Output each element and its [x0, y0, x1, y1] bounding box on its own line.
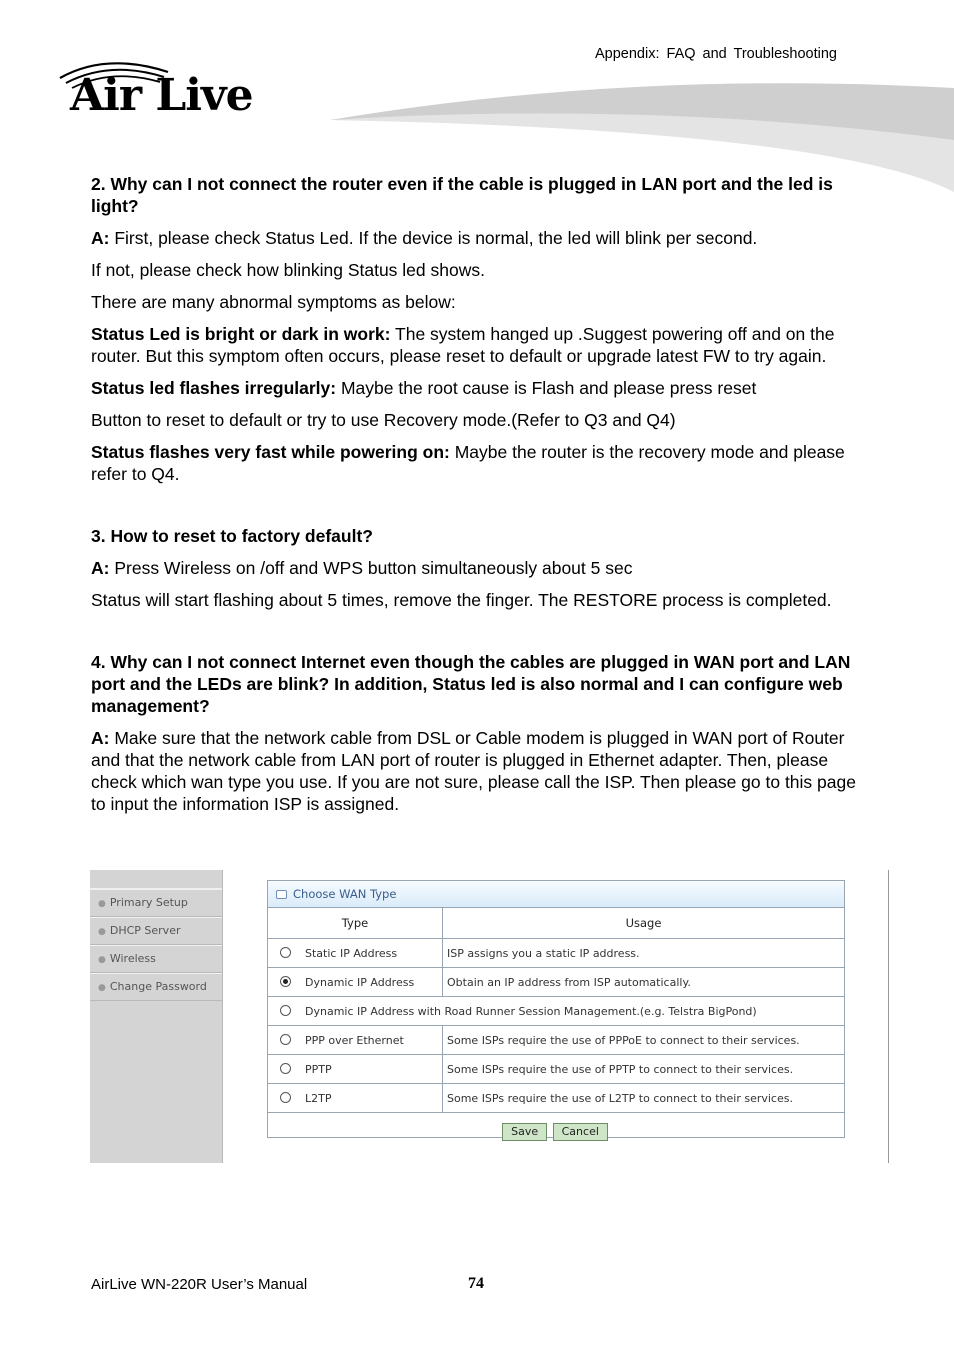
answer-text: Make sure that the network cable from DSL or Cable modem is plugged in WAN port of Router and that the network cable from LAN port of router is plugged in Ethernet adapter. Then, please check which wan type you use. If you are not sure, please call the ISP. Then please go to this page to input the information ISP is assigned. [91, 728, 856, 814]
wan-type-label: Dynamic IP Address [305, 975, 415, 989]
logo-wordmark: Air Live [70, 70, 253, 121]
symptom-2 [91, 377, 871, 399]
column-header-usage: Usage [443, 908, 845, 939]
radio-pppoe[interactable] [280, 1034, 291, 1045]
symptom-label: Status led flashes irregularly: [91, 378, 337, 398]
table-row [268, 1026, 844, 1055]
symptom-2-cont: Button to reset to default or try to use Recovery mode.(Refer to Q3 and Q4) [91, 410, 676, 430]
page-number: 74 [468, 1275, 484, 1292]
table-row [268, 968, 844, 997]
faq-content [91, 173, 871, 825]
frame-divider [888, 870, 889, 1163]
wan-type-label: L2TP [305, 1091, 332, 1105]
answer-text: Press Wireless on /off and WPS button simultaneously about 5 sec [109, 558, 633, 578]
answer-2-line3: There are many abnormal symptoms as below: [91, 292, 456, 312]
question-2: 2. Why can I not connect the router even if the cable is plugged in LAN port and the led is light? [91, 174, 833, 216]
radio-pptp[interactable] [280, 1063, 291, 1074]
sidebar-item-wireless[interactable] [90, 945, 222, 973]
wan-usage-text: Some ISPs require the use of PPPoE to connect to their services. [443, 1026, 845, 1055]
router-ui-screenshot [90, 870, 890, 1163]
symptom-label: Status Led is bright or dark in work: [91, 324, 391, 344]
sidebar-item-label: Wireless [109, 952, 156, 965]
answer-3 [91, 557, 871, 579]
symptom-label: Status flashes very fast while powering on: [91, 442, 450, 462]
table-row [268, 1055, 844, 1084]
table-row [268, 1084, 844, 1113]
bullet-icon: ● [98, 899, 106, 909]
panel-title: Choose WAN Type [293, 887, 397, 901]
question-3: 3. How to reset to factory default? [91, 526, 373, 546]
symptom-text: Maybe the root cause is Flash and please press reset [336, 378, 757, 398]
header-section-title: Appendix: FAQ and Troubleshooting [595, 46, 837, 62]
sidebar-item-label: DHCP Server [109, 924, 181, 937]
save-button[interactable]: Save [502, 1123, 547, 1141]
wan-type-label: Static IP Address [305, 946, 398, 960]
answer-label: A: [91, 228, 110, 248]
wan-type-label: Dynamic IP Address with Road Runner Session Management.(e.g. Telstra BigPond) [305, 1004, 757, 1018]
footer-manual-title: AirLive WN-220R User’s Manual [91, 1276, 308, 1293]
column-header-type: Type [268, 908, 443, 939]
answer-4 [91, 727, 871, 815]
answer-text: First, please check Status Led. If the device is normal, the led will blink per second. [109, 228, 758, 248]
question-4: 4. Why can I not connect Internet even though the cables are plugged in WAN port and LAN port and the LEDs are blink? In addition, Status led is also normal and I can configure web management? [91, 652, 851, 716]
sidebar-item-label: Change Password [109, 980, 207, 993]
wan-type-label: PPP over Ethernet [305, 1033, 404, 1047]
symptom-1 [91, 323, 871, 367]
wan-usage-text: Obtain an IP address from ISP automatically. [443, 968, 845, 997]
bullet-icon: ● [98, 955, 106, 965]
wan-type-table [268, 908, 844, 1112]
answer-2 [91, 227, 871, 249]
radio-road-runner[interactable] [280, 1005, 291, 1016]
wan-usage-text: ISP assigns you a static IP address. [443, 939, 845, 968]
sidebar-item-label: Primary Setup [109, 896, 188, 909]
wan-usage-text: Some ISPs require the use of PPTP to connect to their services. [443, 1055, 845, 1084]
wan-type-panel [267, 880, 845, 1138]
wan-type-label: PPTP [305, 1062, 332, 1076]
airlive-logo [56, 58, 286, 124]
sidebar-item-primary-setup[interactable] [90, 889, 222, 917]
radio-l2tp[interactable] [280, 1092, 291, 1103]
radio-dynamic-ip[interactable] [280, 976, 291, 987]
cancel-button[interactable]: Cancel [553, 1123, 608, 1141]
answer-3-line2: Status will start flashing about 5 times, remove the finger. The RESTORE process is completed. [91, 590, 832, 610]
table-row [268, 939, 844, 968]
symptom-3 [91, 441, 871, 485]
sidebar-item-dhcp-server[interactable] [90, 917, 222, 945]
answer-label: A: [91, 558, 110, 578]
wan-usage-text: Some ISPs require the use of L2TP to connect to their services. [443, 1084, 845, 1113]
answer-2-line2: If not, please check how blinking Status led shows. [91, 260, 485, 280]
panel-title-bar [268, 881, 844, 908]
bullet-icon: ● [98, 927, 106, 937]
answer-label: A: [91, 728, 110, 748]
bullet-icon: ● [98, 983, 106, 993]
router-sidebar [90, 870, 223, 1163]
table-row [268, 997, 844, 1026]
symptom-text: The system hanged up .Suggest powering off and on the router. But this symptom often occurs, please reset to default or upgrade latest FW to try again. [91, 324, 835, 366]
radio-static-ip[interactable] [280, 947, 291, 958]
symptom-text: Maybe the router is the recovery mode and please refer to Q4. [91, 442, 845, 484]
sidebar-item-change-password[interactable] [90, 973, 222, 1001]
panel-icon [276, 890, 287, 899]
button-row [268, 1112, 844, 1151]
